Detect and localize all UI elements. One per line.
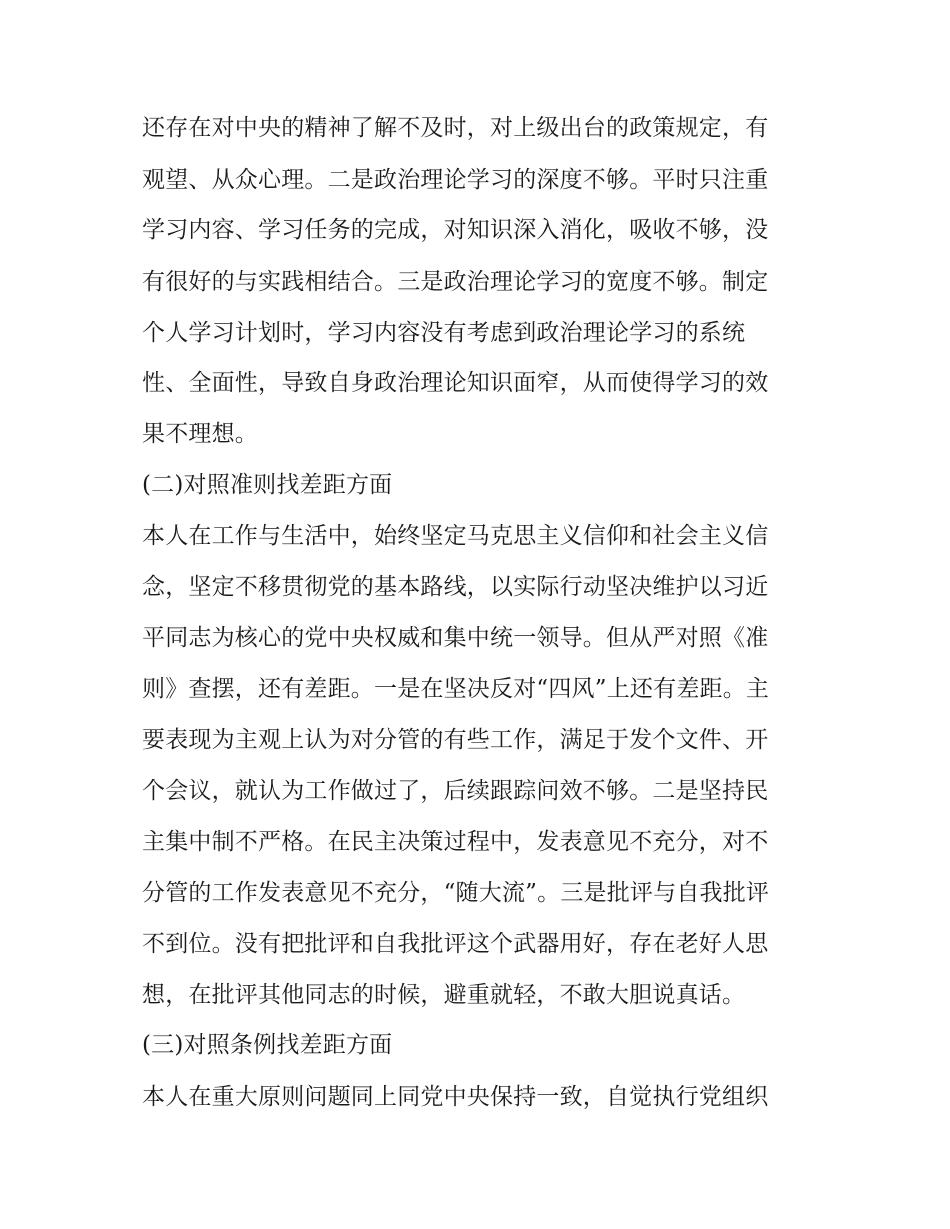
paragraph-line: 则》查摆，还有差距。一是在坚决反对“四风”上还有差距。主	[142, 676, 770, 702]
paragraph-line: 个会议，就认为工作做过了，后续跟踪问效不够。二是坚持民	[142, 778, 769, 804]
paragraph-line: 念，坚定不移贯彻党的基本路线，以实际行动坚决维护以习近	[142, 574, 769, 600]
paragraph-line: 还存在对中央的精神了解不及时，对上级出台的政策规定，有	[142, 115, 769, 141]
paragraph-line: 观望、从众心理。二是政治理论学习的深度不够。平时只注重	[142, 167, 769, 193]
paragraph-line: 果不理想。	[142, 421, 258, 447]
paragraph-line: 本人在重大原则问题同上同党中央保持一致，自觉执行党组织	[142, 1084, 769, 1110]
paragraph-line: 性、全面性，导致自身政治理论知识面窄，从而使得学习的效	[142, 370, 769, 396]
paragraph-line: 学习内容、学习任务的完成，对知识深入消化，吸收不够，没	[142, 217, 769, 243]
paragraph-line: 想，在批评其他同志的时候，避重就轻，不敢大胆说真话。	[142, 982, 746, 1008]
section-heading: (二)对照准则找差距方面	[142, 472, 393, 498]
paragraph-line: 分管的工作发表意见不充分，“随大流”。三是批评与自我批评	[142, 880, 770, 906]
paragraph-line: 主集中制不严格。在民主决策过程中，发表意见不充分，对不	[142, 829, 769, 855]
paragraph-line: 有很好的与实践相结合。三是政治理论学习的宽度不够。制定	[142, 269, 769, 295]
paragraph-line: 平同志为核心的党中央权威和集中统一领导。但从严对照《准	[142, 625, 769, 651]
section-heading: (三)对照条例找差距方面	[142, 1032, 393, 1058]
paragraph-line: 要表现为主观上认为对分管的有些工作，满足于发个文件、开	[142, 727, 769, 753]
paragraph-line: 个人学习计划时，学习内容没有考虑到政治理论学习的系统	[142, 320, 746, 346]
paragraph-line: 不到位。没有把批评和自我批评这个武器用好，存在老好人思	[142, 931, 769, 957]
paragraph-line: 本人在工作与生活中，始终坚定马克思主义信仰和社会主义信	[142, 523, 769, 549]
